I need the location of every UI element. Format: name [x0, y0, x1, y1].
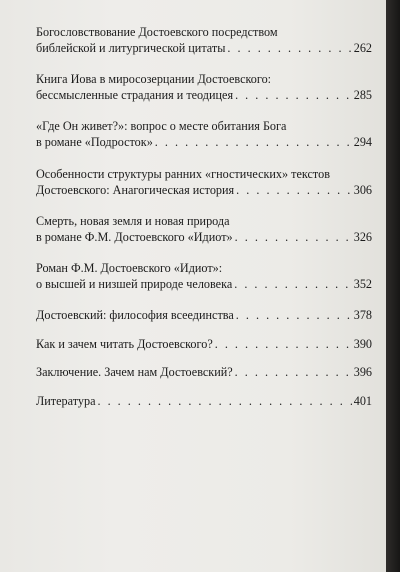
- toc-page-number: 294: [353, 135, 372, 150]
- toc-entry: [36, 336, 372, 352]
- dot-leader: [97, 393, 351, 409]
- toc-entry-title-line: Смерть, новая земля и новая природа: [36, 214, 230, 228]
- dot-leader: [155, 134, 352, 150]
- toc-entry-title-line: «Где Он живет?»: вопрос о месте обитания Бога: [36, 119, 287, 133]
- toc-entry: [36, 260, 372, 293]
- toc-page-number: 396: [353, 365, 372, 379]
- toc-page-number: 285: [353, 88, 372, 103]
- toc-entry-title-line: в романе Ф.М. Достоевского «Идиот»: [36, 230, 233, 245]
- toc-entry-title-line: Как и зачем читать Достоевского?: [36, 337, 213, 351]
- dot-leader: [235, 364, 352, 380]
- toc-entry-title-line: библейской и литургической цитаты: [36, 41, 226, 56]
- dot-leader: [235, 87, 352, 103]
- toc-page-number: 390: [353, 337, 372, 351]
- toc-page-number: 326: [353, 230, 372, 245]
- toc-entry-title-line: о высшей и низшей природе человека: [36, 277, 233, 292]
- toc-entry: [36, 71, 372, 104]
- toc-entry-title-line: Достоевского: Анагогическая история: [36, 183, 235, 198]
- dot-leader: [236, 182, 352, 198]
- dot-leader: [235, 229, 352, 245]
- toc-entry: [36, 393, 372, 409]
- toc-entry: [36, 24, 372, 57]
- toc-entry-title-line: Богословствование Достоевского посредством: [36, 25, 278, 39]
- toc-entry-title-line: Достоевский: философия всеединства: [36, 308, 234, 322]
- toc-entry: [36, 307, 372, 323]
- toc-page-number: 378: [353, 308, 372, 322]
- dot-leader: [227, 40, 351, 56]
- dot-leader: [234, 276, 351, 292]
- toc-page-number: 306: [353, 183, 372, 198]
- toc-entry: [36, 166, 372, 199]
- toc-entry: [36, 364, 372, 380]
- toc-entry-title-line: в романе «Подросток»: [36, 135, 153, 150]
- toc-page-number: 262: [353, 41, 372, 56]
- toc-page-number: 401: [353, 394, 372, 408]
- toc-entry-title-line: бессмысленные страдания и теодицея: [36, 88, 234, 103]
- book-page-edge: [386, 0, 400, 572]
- toc-entry-title-line: Книга Иова в миросозерцании Достоевского:: [36, 72, 272, 86]
- toc-entry-title-line: Роман Ф.М. Достоевского «Идиот»:: [36, 261, 223, 275]
- dot-leader: [236, 307, 352, 323]
- toc-entry: [36, 213, 372, 246]
- dot-leader: [215, 336, 352, 352]
- toc-entry-title-line: Заключение. Зачем нам Достоевский?: [36, 365, 233, 379]
- toc-page-number: 352: [353, 277, 372, 292]
- toc-entry: [36, 118, 372, 151]
- toc-entry-title-line: Особенности структуры ранних «гностических» текстов: [36, 167, 330, 181]
- toc-entry-title-line: Литература: [36, 394, 96, 408]
